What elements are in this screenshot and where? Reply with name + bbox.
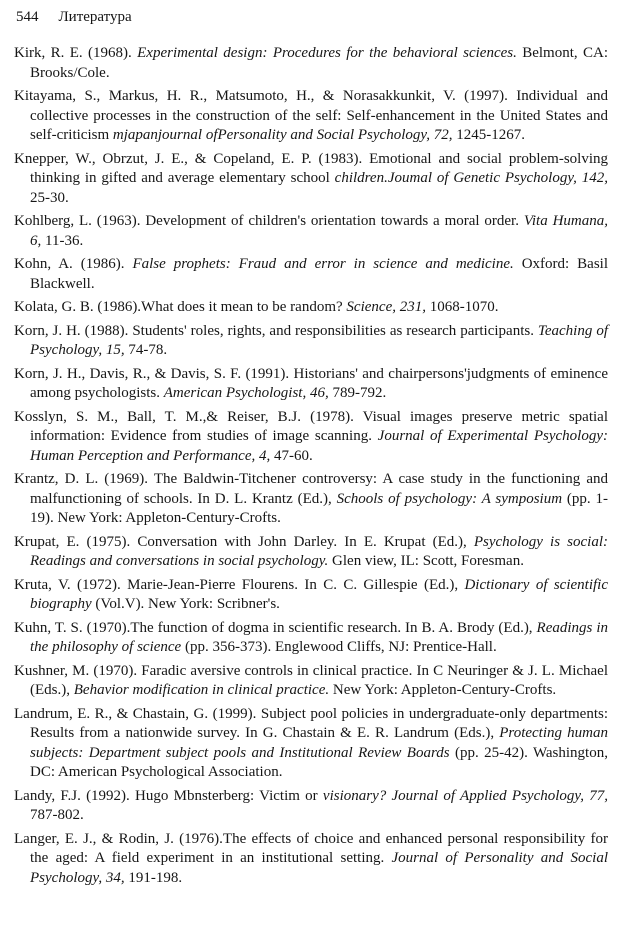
reference-segment: Kolata, G. B. (1986).What does it mean to be random?	[14, 299, 347, 315]
reference-segment: Kruta, V. (1972). Marie-Jean-Pierre Flourens. In C. C. Gillespie (Ed.),	[14, 576, 465, 593]
reference-entry	[14, 44, 608, 83]
page-header	[16, 8, 608, 27]
reference-segment-italic: Vita Humana, 6,	[30, 213, 608, 249]
reference-segment-italic: Science, 231,	[346, 299, 426, 315]
reference-segment: 1068-1070.	[425, 299, 499, 315]
reference-entry	[14, 212, 608, 251]
reference-segment: Korn, J. H. (1988). Students' roles, rights, and responsibilities as research participants.	[14, 322, 538, 339]
reference-entry	[14, 533, 608, 572]
reference-entry	[14, 787, 608, 826]
reference-segment: Glen view, IL: Scott, Foresman.	[328, 553, 524, 569]
reference-segment: Krantz, D. L. (1969). The Baldwin-Titchener controversy: A case study in the functioning and malfunctioning of schools. In D. L. Krantz (Ed.),	[14, 471, 608, 507]
reference-entry	[14, 150, 608, 209]
reference-entry	[14, 255, 608, 294]
reference-segment: Kosslyn, S. M., Ball, T. M.,& Reiser, B.J. (1978). Visual images preserve metric spatial information: Evidence from studies of image scanning.	[14, 408, 608, 444]
reference-segment-italic: Protecting human subjects: Department subject pools and Institutional Review Boards	[30, 725, 608, 761]
reference-entry	[14, 662, 608, 701]
reference-segment: Knepper, W., Obrzut, J. E., & Copeland, E. P. (1983). Emotional and social problem-solving thinking in gifted and average elementary school	[14, 150, 608, 186]
reference-segment: 191-198.	[124, 869, 183, 886]
reference-entry	[14, 830, 608, 889]
reference-segment: 789-792.	[328, 385, 387, 401]
running-head-title: Литература	[58, 9, 132, 25]
reference-segment-italic: Journal of Experimental Psychology: Human Perception and Performance, 4,	[30, 428, 608, 464]
reference-segment: Kohlberg, L. (1963). Development of children's orientation towards a moral order.	[14, 213, 524, 229]
reference-entry	[14, 298, 608, 318]
reference-segment: Kuhn, T. S. (1970).The function of dogma in scientific research. In B. A. Brody (Ed.),	[14, 619, 537, 636]
reference-segment-italic: Readings in the philosophy of science	[30, 619, 608, 655]
reference-segment: Landy, F.J. (1992). Hugo Mbnsterberg: Victim or	[14, 787, 323, 804]
reference-segment: (pp. 356-373). Englewood Cliffs, NJ: Prentice-Hall.	[181, 639, 497, 655]
reference-segment: Kushner, M. (1970). Faradic aversive controls in clinical practice. In C Neuringer & J. L. Michael (Eds.),	[14, 662, 608, 698]
reference-entry	[14, 365, 608, 404]
reference-segment: New York: Appleton-Century-Crofts.	[329, 682, 557, 698]
reference-segment: Kirk, R. E. (1968).	[14, 45, 138, 61]
reference-segment-italic: mjapanjournal ofPersonality and Social Psychology, 72,	[112, 127, 453, 143]
reference-segment: 25-30.	[30, 189, 69, 206]
reference-segment-italic: children.Joumal of Genetic Psychology, 142,	[334, 170, 608, 186]
reference-entry	[14, 87, 608, 146]
reference-segment-italic: visionary? Journal of Applied Psychology, 77,	[322, 787, 608, 804]
reference-entry	[14, 470, 608, 529]
page-number: 544	[16, 9, 39, 25]
reference-segment: Krupat, E. (1975). Conversation with John Darley. In E. Krupat (Ed.),	[14, 533, 474, 550]
reference-segment: Langer, E. J., & Rodin, J. (1976).The effects of choice and enhanced personal responsibility for the aged: A field experiment in an institutional setting.	[14, 830, 608, 866]
reference-segment: (pp. 25-42). Washington, DC: American Psychological Association.	[30, 744, 608, 780]
reference-segment-italic: Experimental design: Procedures for the behavioral sciences.	[137, 45, 517, 61]
reference-entry	[14, 408, 608, 467]
reference-segment: Korn, J. H., Davis, R., & Davis, S. F. (1991). Historians' and chairpersons'judgments of eminence among psychologists.	[14, 365, 608, 401]
reference-segment-italic: Psychology is social: Readings and conversations in social psychology.	[30, 533, 608, 569]
reference-segment: Oxford: Basil Blackwell.	[30, 256, 609, 292]
reference-segment: Landrum, E. R., & Chastain, G. (1999). Subject pool policies in undergraduate-only departments: Results from a nationwide survey. In G. Chastain & E. R. Landrum (Eds.),	[14, 705, 608, 741]
reference-segment-italic: Dictionary of scientific biography	[30, 576, 608, 612]
reference-segment: (Vol.V). New York: Scribner's.	[91, 596, 280, 612]
reference-segment: 1245-1267.	[452, 127, 525, 143]
reference-segment-italic: Behavior modification in clinical practice.	[73, 682, 330, 698]
reference-segment: Kohn, A. (1986).	[14, 256, 133, 272]
reference-segment-italic: American Psychologist, 46,	[163, 385, 329, 401]
reference-segment-italic: Journal of Personality and Social Psychology, 34,	[30, 850, 609, 886]
reference-segment: Belmont, CA: Brooks/Cole.	[30, 45, 609, 81]
reference-segment: 11-36.	[41, 232, 84, 249]
reference-entry	[14, 619, 608, 658]
reference-segment-italic: False prophets: Fraud and error in science and medicine.	[132, 256, 514, 272]
reference-segment-italic: Schools of psychology: A symposium	[336, 490, 563, 507]
references-list	[14, 44, 608, 888]
reference-entry	[14, 322, 608, 361]
reference-segment: 787-802.	[30, 807, 84, 823]
reference-segment: Kitayama, S., Markus, H. R., Matsumoto, H., & Norasakkunkit, V. (1997). Individual and collective processes in the construction of the self: Self-enhancement in the United States and self-criticism	[14, 88, 608, 143]
reference-segment: 47-60.	[270, 447, 313, 464]
reference-segment: (pp. 1-19). New York: Appleton-Century-Crofts.	[30, 490, 608, 526]
reference-entry	[14, 705, 608, 783]
reference-segment: 74-78.	[124, 342, 168, 358]
reference-segment-italic: Teaching of Psychology, 15,	[30, 322, 608, 358]
reference-entry	[14, 576, 608, 615]
